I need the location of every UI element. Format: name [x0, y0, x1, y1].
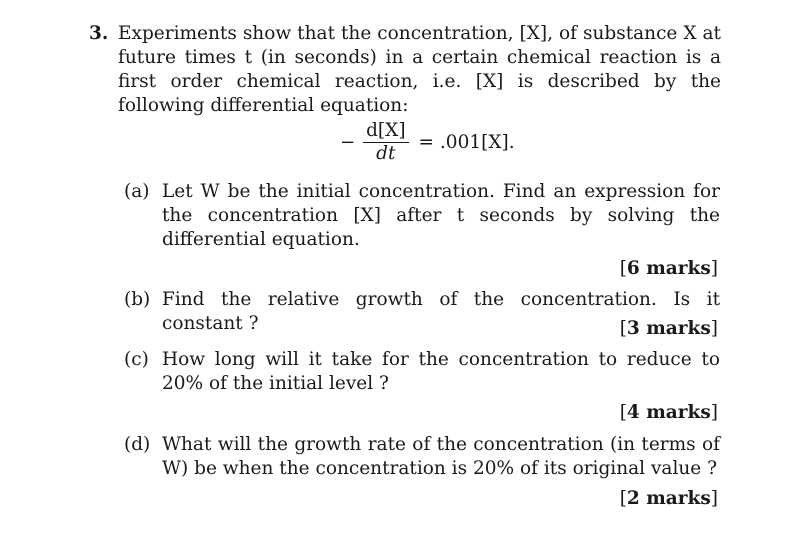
equation-numerator: d[X] [363, 120, 408, 143]
equation-rhs: = .001[X]. [418, 131, 515, 153]
marks-b: [3 marks] [619, 318, 718, 339]
equation-fraction [363, 120, 408, 165]
part-text: How long will it take for the concentration to reduce to 20% of the initial level ? [162, 349, 720, 394]
marks-c: [4 marks] [619, 402, 718, 423]
part-label: (a) [124, 181, 150, 202]
part-d [124, 433, 720, 481]
part-text: Let W be the initial concentration. Find an expression for the concentration [X] after t seconds by solving the differential equation. [162, 181, 720, 250]
equation-sign: − [340, 131, 356, 153]
question-intro: Experiments show that the concentration, [X], of substance X at future times t (in seconds) in a certain chemical reaction is a first order chemical reaction, i.e. [X] is described by the following differential equation: [118, 23, 721, 116]
marks-value: 3 marks [626, 318, 711, 339]
part-label: (b) [124, 289, 151, 310]
marks-d: [2 marks] [619, 488, 718, 509]
part-text: What will the growth rate of the concentration (in terms of W) be when the concentration is 20% of its original value ? [162, 434, 720, 479]
question-3 [89, 22, 721, 118]
differential-equation [340, 120, 515, 165]
part-c [124, 348, 720, 396]
part-label: (c) [124, 349, 149, 370]
marks-value: 2 marks [626, 488, 711, 509]
part-text: Find the relative growth of the concentration. Is it constant ? [162, 289, 720, 334]
marks-value: 4 marks [626, 402, 711, 423]
equation-denominator: dt [376, 143, 396, 164]
marks-value: 6 marks [626, 258, 711, 279]
question-number: 3. [89, 23, 109, 44]
part-label: (d) [124, 434, 151, 455]
marks-a: [6 marks] [619, 258, 718, 279]
part-a [124, 180, 720, 252]
